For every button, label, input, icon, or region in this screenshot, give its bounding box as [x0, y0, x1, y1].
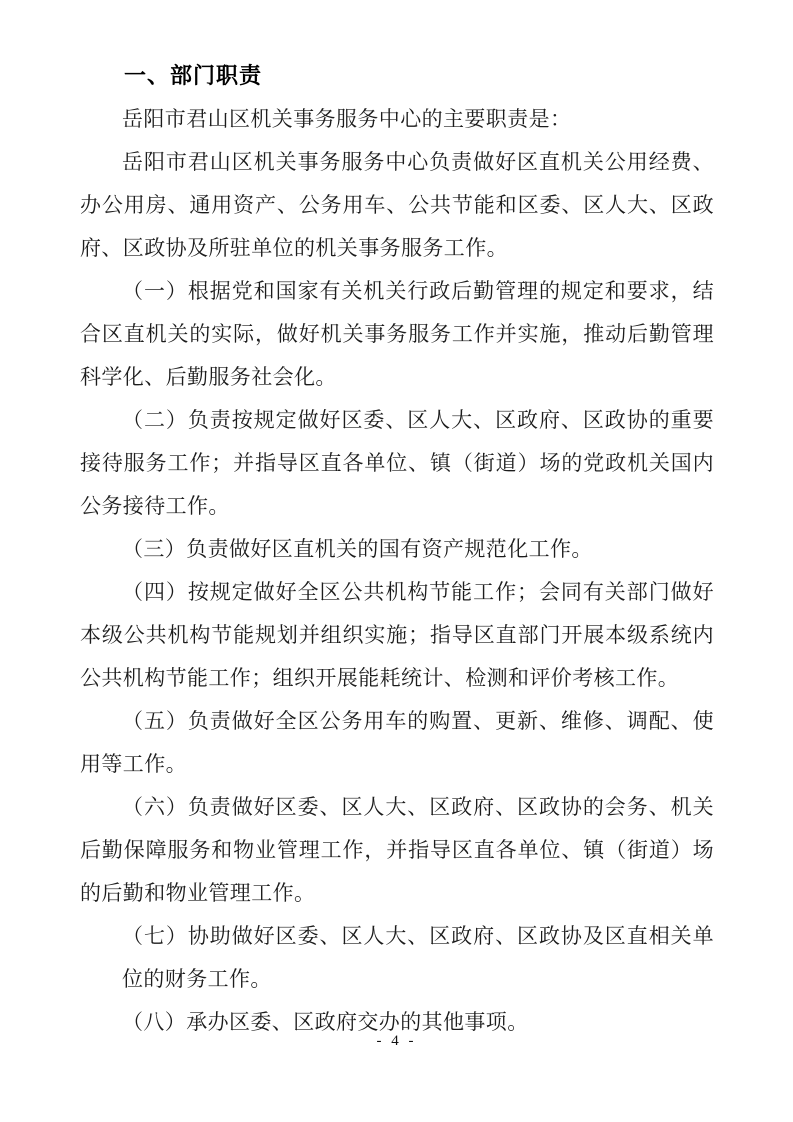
para-duty-7: （七）协助做好区委、区人大、区政府、区政协及区直相关单位的财务工作。: [122, 924, 714, 991]
para-duty-2: （二）负责按规定做好区委、区人大、区政府、区政协的重要接待服务工作；并指导区直各单位、镇（街道）场的党政机关国内公务接待工作。: [80, 408, 714, 518]
page-number: - 4 -: [376, 1033, 417, 1049]
para-intro: 岳阳市君山区机关事务服务中心的主要职责是：: [122, 107, 572, 131]
para-duty-6: （六）负责做好区委、区人大、区政府、区政协的会务、机关后勤保障服务和物业管理工作，并指导区直各单位、镇（街道）场的后勤和物业管理工作。: [80, 795, 714, 905]
page-footer: [0, 1032, 793, 1050]
para-duty-8: （八）承办区委、区政府交办的其他事项。: [122, 1010, 529, 1034]
document-body: [80, 54, 714, 1044]
para-duty-5: （五）负责做好全区公务用车的购置、更新、维修、调配、使用等工作。: [80, 709, 714, 776]
para-duty-1: （一）根据党和国家有关机关行政后勤管理的规定和要求，结合区直机关的实际，做好机关事务服务工作并实施，推动后勤管理科学化、后勤服务社会化。: [80, 279, 714, 389]
para-duty-3: （三）负责做好区直机关的国有资产规范化工作。: [122, 537, 593, 561]
section-heading: 一、部门职责: [124, 63, 263, 88]
para-duty-4: （四）按规定做好全区公共机构节能工作；会同有关部门做好本级公共机构节能规划并组织实施；指导区直部门开展本级系统内公共机构节能工作；组织开展能耗统计、检测和评价考核工作。: [80, 580, 714, 690]
para-overview: 岳阳市君山区机关事务服务中心负责做好区直机关公用经费、办公用房、通用资产、公务用车、公共节能和区委、区人大、区政府、区政协及所驻单位的机关事务服务工作。: [80, 150, 714, 260]
